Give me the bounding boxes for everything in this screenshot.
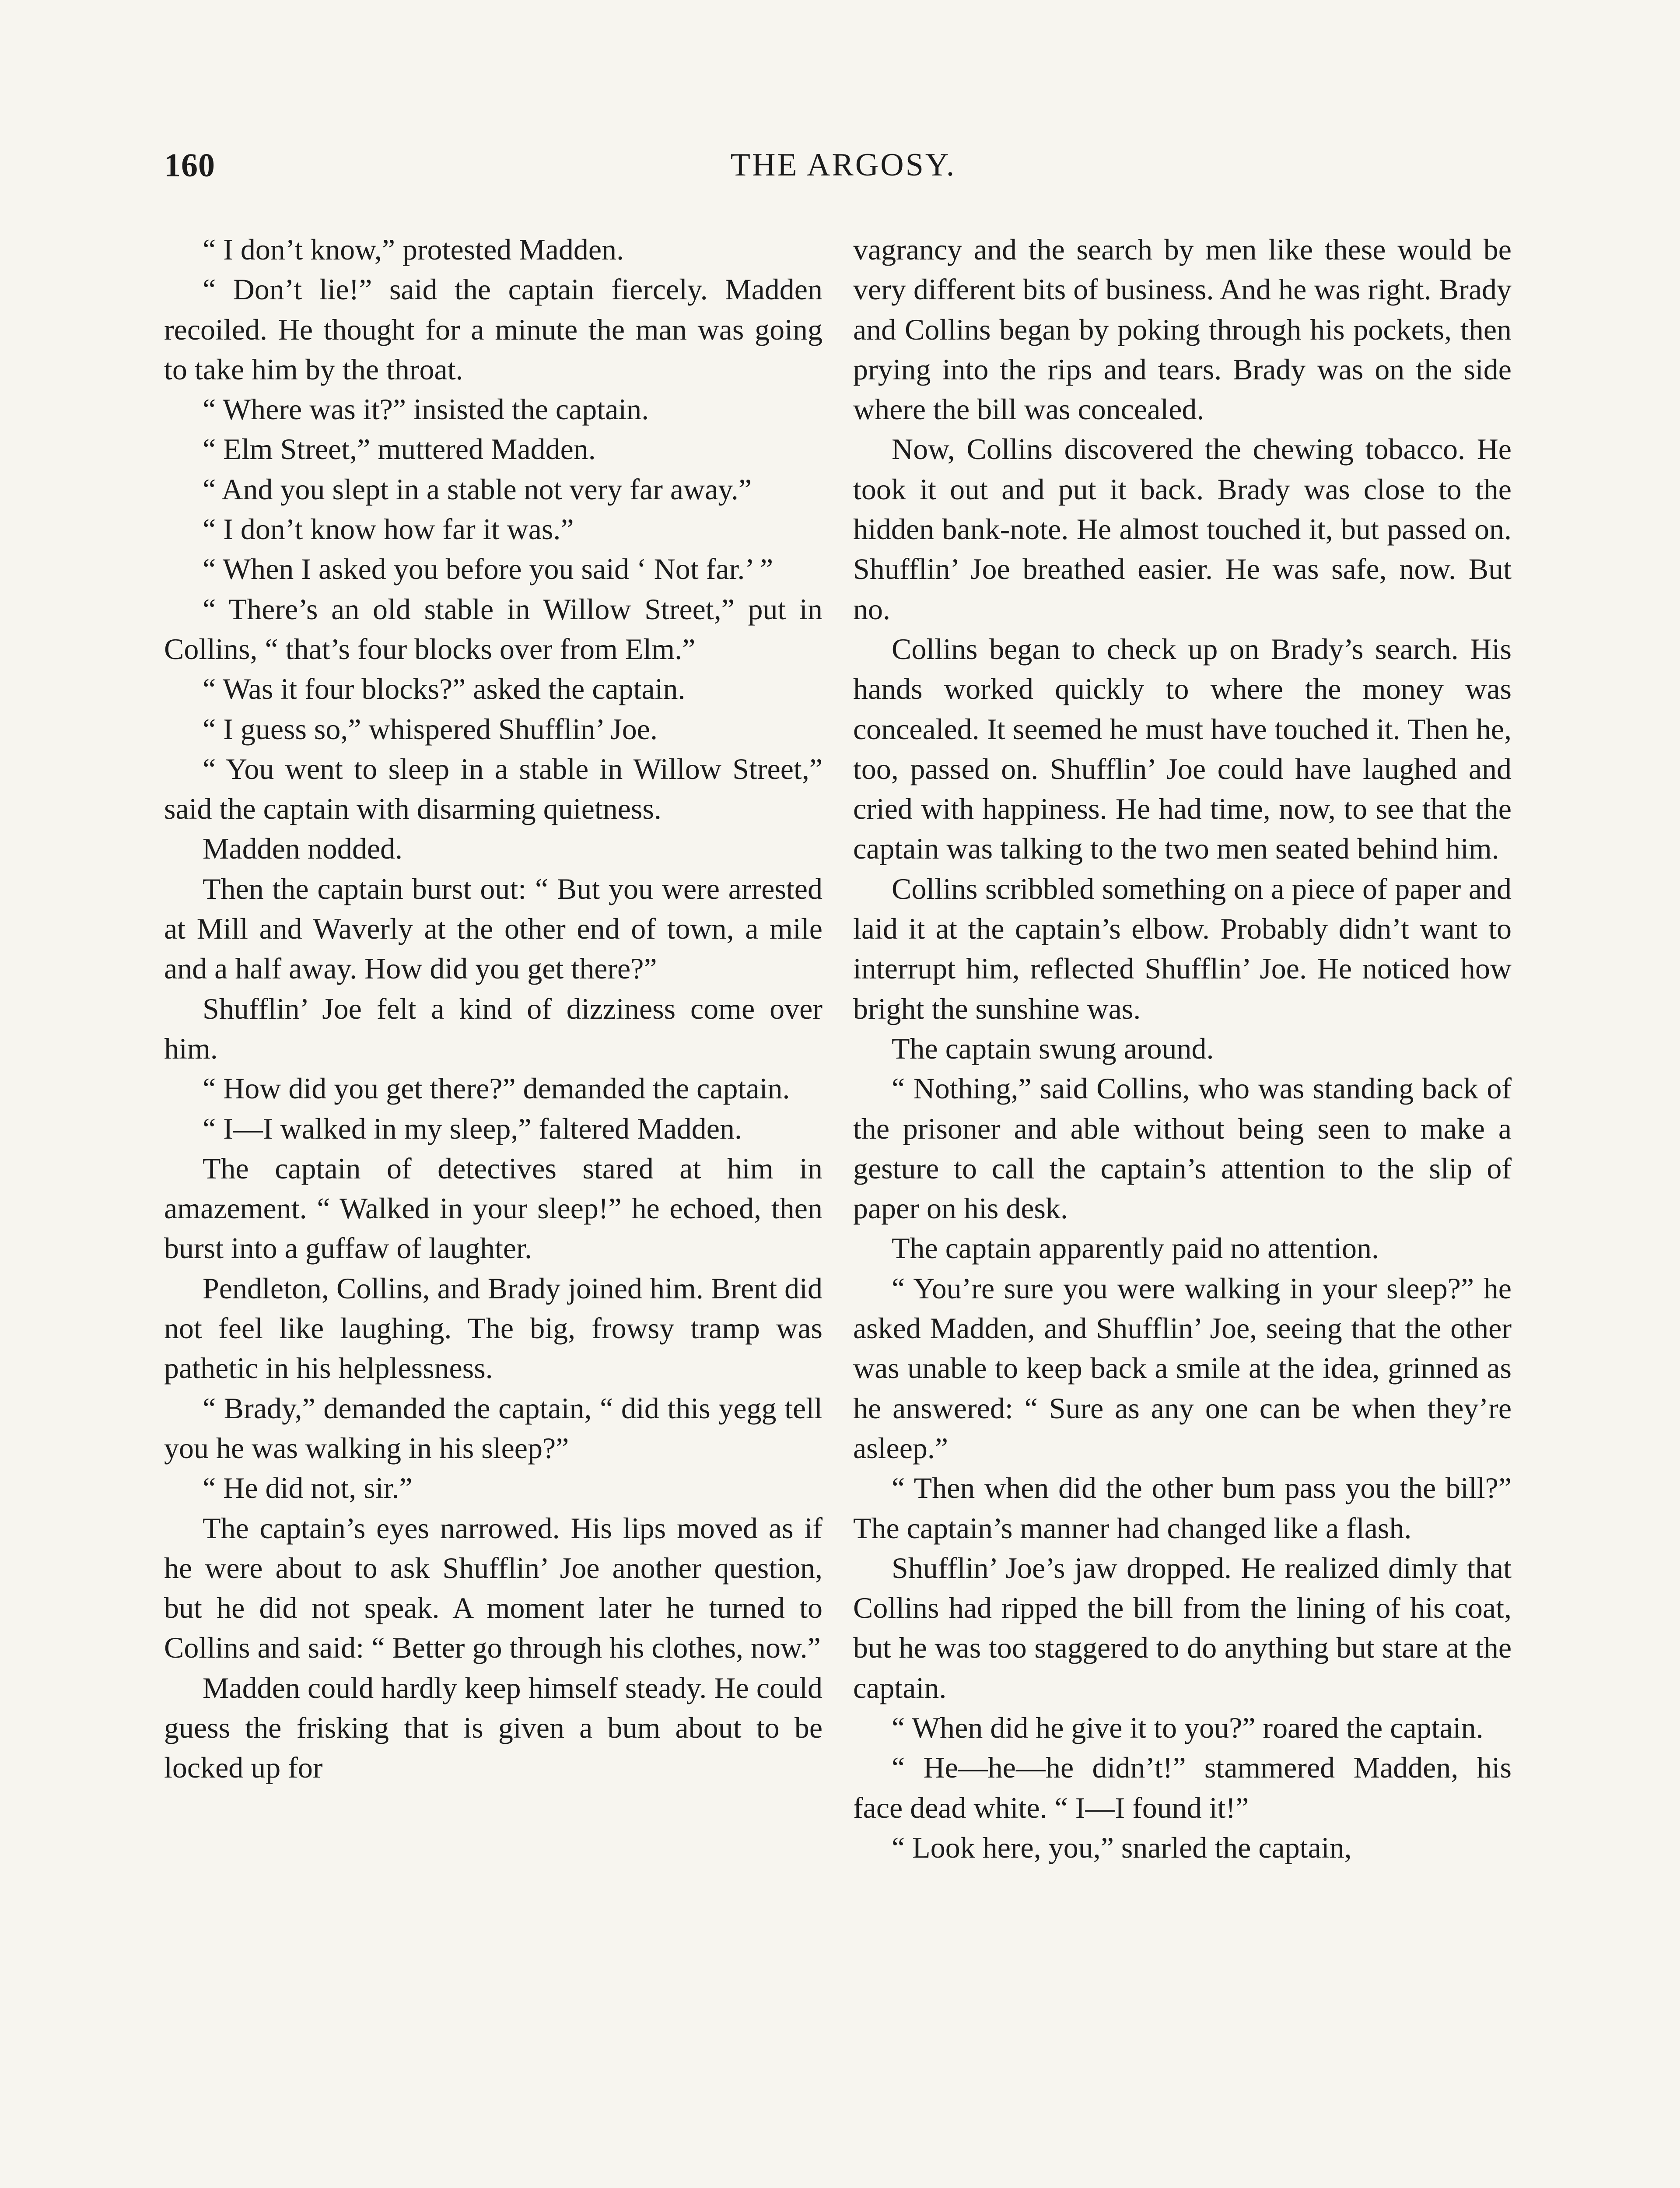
paragraph: “ Then when did the other bum pass you the bill?” The captain’s manner had changed like a flash. xyxy=(853,1471,1512,1545)
paragraph: Now, Collins discovered the chewing tobacco. He took it out and put it back. Brady was close to the hidden bank-note. He almost touched it, but passed on. Shufflin’ Joe breathed easier. He was safe, now. But no. xyxy=(853,432,1512,626)
paragraph: Then the captain burst out: “ But you were arrested at Mill and Waverly at the other end of town, a mile and a half away. How did you get there?” xyxy=(164,872,822,985)
paragraph: “ You went to sleep in a stable in Willow Street,” said the captain with disarming quietness. xyxy=(164,752,822,826)
paragraph: Pendleton, Collins, and Brady joined him. Brent did not feel like laughing. The big, frowsy tramp was pathetic in his helplessness. xyxy=(164,1271,822,1385)
paragraph: The captain’s eyes narrowed. His lips moved as if he were about to ask Shufflin’ Joe another question, but he did not speak. A moment later he turned to Collins and said: “ Better go through his clothes, now.” xyxy=(164,1511,822,1665)
paragraph: “ There’s an old stable in Willow Street,” put in Collins, “ that’s four blocks over from Elm.” xyxy=(164,592,822,666)
paragraph: The captain swung around. xyxy=(892,1031,1214,1065)
paragraph: “ Don’t lie!” said the captain fiercely. Madden recoiled. He thought for a minute the man was going to take him by the throat. xyxy=(164,273,822,386)
paragraph: Shufflin’ Joe’s jaw dropped. He realized dimly that Collins had ripped the bill from the lining of his coat, but he was too staggered to do anything but stare at the captain. xyxy=(853,1551,1512,1704)
paragraph: “ You’re sure you were walking in your sleep?” he asked Madden, and Shufflin’ Joe, seeing that the other was unable to keep back a smile at the idea, grinned as he answered: “ Sure as any one can be when they’re asleep.” xyxy=(853,1271,1512,1465)
running-head xyxy=(164,147,1522,195)
paragraph: “ I guess so,” whispered Shufflin’ Joe. xyxy=(203,712,658,746)
paragraph: vagrancy and the search by men like these would be very different bits of business. And he was right. Brady and Collins began by poking through his pockets, then prying into the rips and tears. Brady was on the side where the bill was concealed. xyxy=(853,233,1512,426)
paragraph: “ And you slept in a stable not very far away.” xyxy=(203,472,752,506)
paragraph: Madden could hardly keep himself steady. He could guess the frisking that is given a bum about to be locked up for xyxy=(164,1671,822,1785)
paragraph: “ I—I walked in my sleep,” faltered Madden. xyxy=(203,1112,742,1145)
paragraph: “ How did you get there?” demanded the captain. xyxy=(203,1072,790,1105)
paragraph: “ Brady,” demanded the captain, “ did this yegg tell you he was walking in his sleep?” xyxy=(164,1391,822,1465)
text-column-left xyxy=(164,230,822,1788)
journal-title: THE ARGOSY. xyxy=(730,147,956,183)
paragraph: “ He—he—he didn’t!” stammered Madden, his face dead white. “ I—I found it!” xyxy=(853,1751,1512,1824)
text-column-right xyxy=(853,230,1512,1868)
paragraph: “ I don’t know how far it was.” xyxy=(203,512,574,546)
paragraph: “ Where was it?” insisted the captain. xyxy=(203,393,649,426)
page-number: 160 xyxy=(164,147,215,184)
paragraph: Collins scribbled something on a piece of paper and laid it at the captain’s elbow. Probably didn’t want to interrupt him, reflected Shufflin’ Joe. He noticed how bright the sunshine was. xyxy=(853,872,1512,1025)
paragraph: “ When did he give it to you?” roared the captain. xyxy=(892,1711,1484,1744)
paragraph: “ Nothing,” said Collins, who was standing back of the prisoner and able without being seen to make a gesture to call the captain’s attention to the slip of paper on his desk. xyxy=(853,1072,1512,1225)
paragraph: Shufflin’ Joe felt a kind of dizziness come over him. xyxy=(164,992,822,1065)
paragraph: Collins began to check up on Brady’s search. His hands worked quickly to where the money was concealed. It seemed he must have touched it. Then he, too, passed on. Shufflin’ Joe could have laughed and cried with happiness. He had time, now, to see that the captain was talking to the two men seated behind him. xyxy=(853,632,1512,866)
paragraph: The captain of detectives stared at him in amazement. “ Walked in your sleep!” he echoed, then burst into a guffaw of laughter. xyxy=(164,1151,822,1265)
paragraph: “ Was it four blocks?” asked the captain. xyxy=(203,672,686,706)
paragraph: The captain apparently paid no attention. xyxy=(892,1231,1379,1265)
paragraph: “ When I asked you before you said ‘ Not far.’ ” xyxy=(203,552,774,586)
paragraph: “ I don’t know,” protested Madden. xyxy=(203,233,624,266)
paragraph: “ Elm Street,” muttered Madden. xyxy=(203,432,596,466)
paragraph: “ He did not, sir.” xyxy=(203,1471,413,1505)
paragraph: “ Look here, you,” snarled the captain, xyxy=(892,1830,1352,1864)
paragraph: Madden nodded. xyxy=(203,832,403,866)
